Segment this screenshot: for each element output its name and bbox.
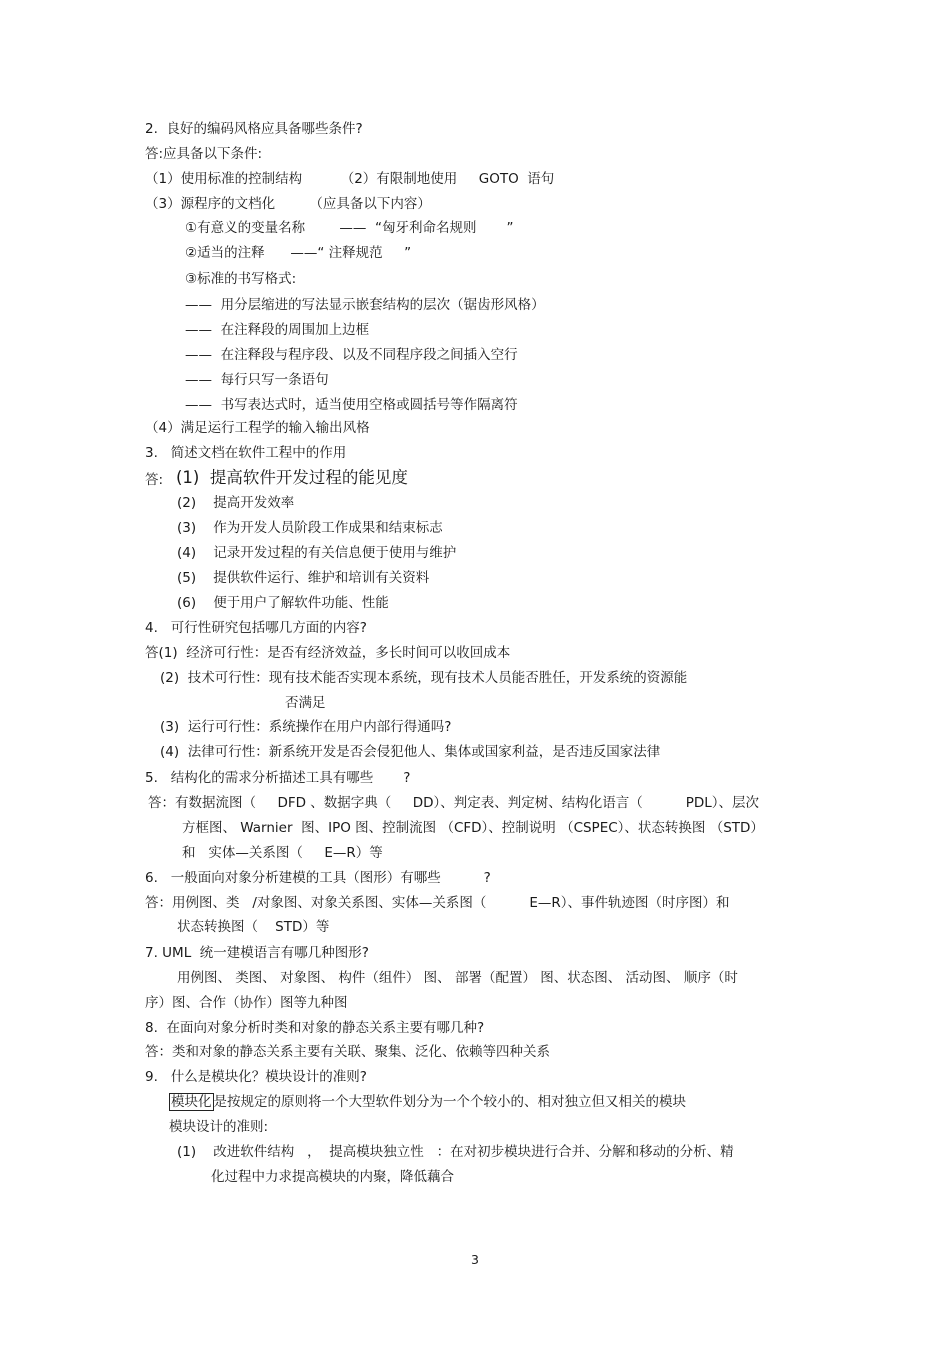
- answer-line: 答：类和对象的静态关系主要有关联、聚集、泛化、依赖等四种关系: [145, 1044, 550, 1060]
- definition-text: 是按规定的原则将一个大型软件划分为一个个较小的、相对独立但又相关的模块: [213, 1094, 686, 1110]
- list-item: (4) 记录开发过程的有关信息便于使用与维护: [177, 545, 457, 561]
- question-2-title: 2. 良好的编码风格应具备哪些条件?: [145, 121, 363, 137]
- list-item: (1) 改进软件结构 ， 提高模块独立性 ：在对初步模块进行合并、分解和移动的分析、精: [177, 1144, 734, 1160]
- answer-line: 用例图、 类图、 对象图、 构件（组件） 图、 部署（配置） 图、状态图、 活动图、 顺序（时: [177, 970, 738, 986]
- answer-intro: 答:应具备以下条件:: [145, 146, 263, 162]
- boxed-term: 模块化: [171, 1094, 212, 1110]
- list-item: (6) 便于用户了解软件功能、性能: [177, 595, 389, 611]
- list-item: 答(1) 经济可行性：是否有经济效益，多长时间可以收回成本: [145, 645, 511, 661]
- list-item: (2) 提高开发效率: [177, 495, 295, 511]
- rules-heading: 模块设计的准则:: [169, 1119, 269, 1135]
- list-item: (5) 提供软件运行、维护和培训有关资料: [177, 570, 430, 586]
- question-8-title: 8. 在面向对象分析时类和对象的静态关系主要有哪几种?: [145, 1020, 485, 1036]
- page-number: 3: [471, 1252, 479, 1267]
- list-item: （3）源程序的文档化 （应具备以下内容）: [145, 196, 431, 212]
- list-item: —— 用分层缩进的写法显示嵌套结构的层次（锯齿形风格）: [185, 297, 545, 313]
- list-item: (1) 提高软件开发过程的能见度: [176, 468, 408, 487]
- answer-line: 方框图、 Warnier 图、IPO 图、控制流图 （CFD）、控制说明 （CSPEC）、状态转换图 （STD）: [182, 820, 764, 836]
- list-item: (2) 技术可行性：现有技术能否实现本系统，现有技术人员能否胜任，开发系统的资源能: [160, 670, 688, 686]
- list-item: —— 在注释段的周围加上边框: [185, 322, 370, 338]
- question-4-title: 4. 可行性研究包括哪几方面的内容?: [145, 620, 367, 636]
- answer-line: 序）图、合作（协作）图等九种图: [145, 995, 348, 1011]
- definition-line: [169, 1093, 686, 1111]
- question-9-title: 9. 什么是模块化？模块设计的准则?: [145, 1069, 367, 1085]
- question-7-title: 7. UML 统一建模语言有哪几种图形?: [145, 945, 369, 961]
- list-item: ①有意义的变量名称 —— “匈牙利命名规则 ”: [185, 220, 514, 236]
- list-item: (3) 运行可行性：系统操作在用户内部行得通吗?: [160, 719, 452, 735]
- question-6-title: 6. 一般面向对象分析建模的工具（图形）有哪些 ?: [145, 870, 491, 886]
- list-item: —— 在注释段与程序段、以及不同程序段之间插入空行: [185, 347, 518, 363]
- answer-line: 答：用例图、类 /对象图、对象关系图、实体—关系图（ E—R）、事件轨迹图（时序图）和: [145, 895, 730, 911]
- list-item: (4) 法律可行性：新系统开发是否会侵犯他人、集体或国家利益，是否违反国家法律: [160, 744, 661, 760]
- list-item: （1）使用标准的控制结构 （2）有限制地使用 GOTO 语句: [145, 171, 555, 187]
- list-item-continuation: 否满足: [285, 695, 326, 711]
- list-item: —— 每行只写一条语句: [185, 372, 329, 388]
- list-item: (3) 作为开发人员阶段工作成果和结束标志: [177, 520, 443, 536]
- question-5-title: 5. 结构化的需求分析描述工具有哪些 ?: [145, 770, 411, 786]
- list-item-continuation: 化过程中力求提高模块的内聚，降低藕合: [211, 1169, 454, 1185]
- answer-label: 答:: [145, 472, 164, 488]
- list-item: （4）满足运行工程学的输入输出风格: [145, 420, 370, 436]
- list-item: ②适当的注释 ——“ 注释规范 ”: [185, 245, 412, 261]
- answer-line: 状态转换图（ STD）等: [177, 919, 330, 935]
- list-item: —— 书写表达式时，适当使用空格或圆括号等作隔离符: [185, 397, 518, 413]
- list-item: ③标准的书写格式:: [185, 271, 297, 287]
- answer-line: 答：有数据流图（ DFD 、数据字典（ DD）、判定表、判定树、结构化语言（ PDL）、层次: [148, 795, 760, 811]
- question-3-title: 3. 简述文档在软件工程中的作用: [145, 445, 347, 461]
- answer-line: 和 实体—关系图（ E—R）等: [182, 845, 383, 861]
